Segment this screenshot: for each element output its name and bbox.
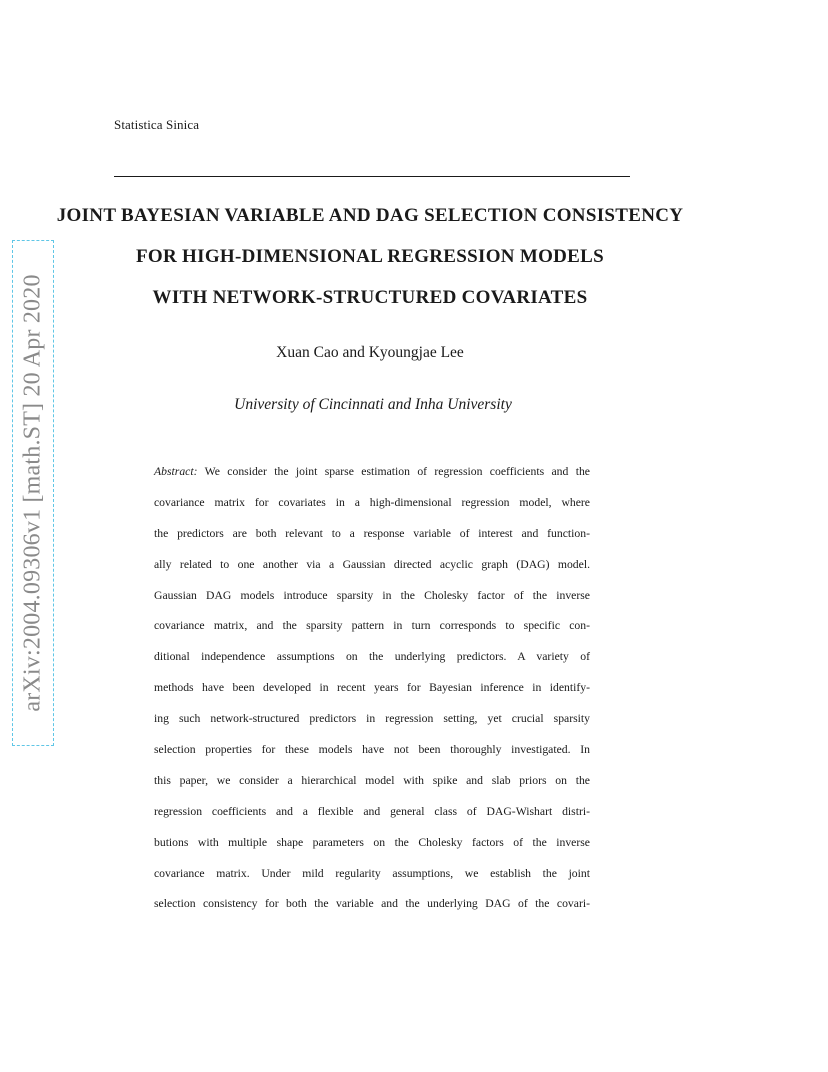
- abstract-line-5: Gaussian DAG models introduce sparsity in the Cholesky factor of the inverse: [154, 588, 590, 602]
- abstract-line-14: covariance matrix. Under mild regularity assumptions, we establish the joint: [154, 866, 590, 880]
- title-line-2: FOR HIGH-DIMENSIONAL REGRESSION MODELS: [135, 246, 604, 267]
- abstract-line-9: ing such network-structured predictors in regression setting, yet crucial sparsity: [154, 712, 590, 726]
- abstract-line-13: butions with multiple shape parameters on the Cholesky factors of the inverse: [154, 835, 590, 849]
- abstract-line-7: ditional independence assumptions on the underlying predictors. A variety of: [154, 650, 590, 664]
- abstract: [154, 457, 590, 920]
- affiliation: University of Cincinnati and Inha University: [234, 396, 512, 413]
- abstract-line-10: selection properties for these models have not been thoroughly investigated. In: [154, 743, 590, 757]
- header-rule: [114, 176, 630, 177]
- abstract-label: Abstract:: [154, 465, 198, 478]
- abstract-line-11: this paper, we consider a hierarchical model with spike and slab priors on the: [154, 773, 590, 787]
- abstract-line-15: selection consistency for both the variable and the underlying DAG of the covari-: [154, 897, 590, 911]
- journal-name: Statistica Sinica: [114, 117, 200, 132]
- abstract-line-4: ally related to one another via a Gaussian directed acyclic graph (DAG) model.: [154, 557, 590, 571]
- abstract-line-2: covariance matrix for covariates in a high-dimensional regression model, where: [154, 495, 590, 509]
- author-list: Xuan Cao and Kyoungjae Lee: [276, 344, 464, 361]
- abstract-line-1-text: We consider the joint sparse estimation of regression coefficients and the: [197, 465, 590, 478]
- abstract-line-3: the predictors are both relevant to a response variable of interest and function-: [154, 526, 590, 540]
- title-line-3: WITH NETWORK-STRUCTURED COVARIATES: [152, 287, 588, 308]
- abstract-line-12: regression coefficients and a flexible and general class of DAG-Wishart distri-: [154, 804, 590, 818]
- arxiv-stamp[interactable]: arXiv:2004.09306v1 [math.ST] 20 Apr 2020: [19, 274, 46, 712]
- title-line-1: JOINT BAYESIAN VARIABLE AND DAG SELECTION CONSISTENCY: [56, 205, 684, 226]
- abstract-line-6: covariance matrix, and the sparsity pattern in turn corresponds to specific con-: [154, 619, 590, 633]
- abstract-line-8: methods have been developed in recent years for Bayesian inference in identify-: [154, 681, 590, 695]
- abstract-line-1: [154, 457, 590, 488]
